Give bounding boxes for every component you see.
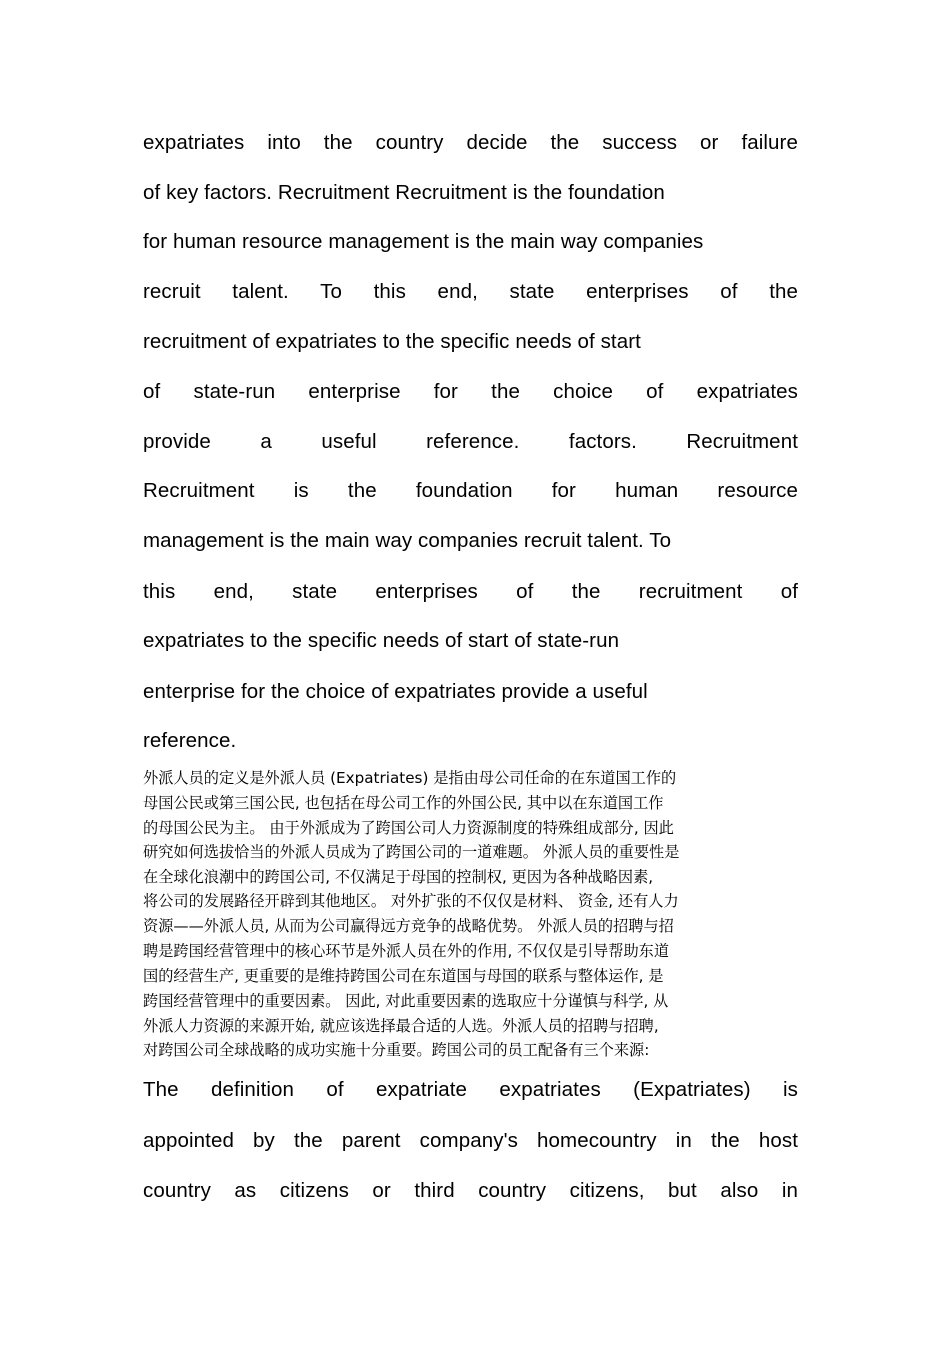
text-line: of key factors. Recruitment Recruitment is the foundation bbox=[143, 181, 665, 204]
text-line: management is the main way companies recruit talent. To bbox=[143, 529, 672, 552]
text-line: recruitment of expatriates to the specific needs of start bbox=[143, 330, 641, 353]
text-line-zh: 对跨国公司全球战略的成功实施十分重要。跨国公司的员工配备有三个来源: bbox=[143, 1041, 650, 1059]
text-line: expatriates into the country decide the success or failure bbox=[143, 131, 798, 154]
text-line-zh: 跨国经营管理中的重要因素。 因此, 对此重要因素的选取应十分谨慎与科学, 从 bbox=[143, 992, 669, 1010]
text-line: enterprise for the choice of expatriates provide a useful bbox=[143, 680, 648, 703]
text-line: recruit talent. To this end, state enterprises of the bbox=[143, 280, 798, 303]
text-line: reference. bbox=[143, 729, 237, 752]
text-line-zh: 聘是跨国经营管理中的核心环节是外派人员在外的作用, 不仅仅是引导帮助东道 bbox=[143, 942, 670, 960]
text-line-zh: 将公司的发展路径开辟到其他地区。 对外扩张的不仅仅是材料、 资金, 还有人力 bbox=[143, 892, 679, 910]
text-line-zh: 的母国公民为主。 由于外派成为了跨国公司人力资源制度的特殊组成部分, 因此 bbox=[143, 819, 674, 837]
text-line-zh: 研究如何选拔恰当的外派人员成为了跨国公司的一道难题。 外派人员的重要性是 bbox=[143, 843, 680, 861]
text-line: for human resource management is the main way companies bbox=[143, 230, 704, 253]
text-line: The definition of expatriate expatriates (Expatriates) is bbox=[143, 1078, 798, 1101]
text-line: provide a useful reference. factors. Recruitment bbox=[143, 430, 798, 453]
text-line-zh: 外派人员的定义是外派人员 (Expatriates) 是指由母公司任命的在东道国工作的 bbox=[143, 769, 677, 787]
text-line: expatriates to the specific needs of start of state-run bbox=[143, 629, 620, 652]
text-line: country as citizens or third country citizens, but also in bbox=[143, 1179, 798, 1202]
text-line: of state-run enterprise for the choice of expatriates bbox=[143, 380, 798, 403]
text-line: appointed by the parent company's homecountry in the host bbox=[143, 1129, 798, 1152]
text-line-zh: 在全球化浪潮中的跨国公司, 不仅满足于母国的控制权, 更因为各种战略因素, bbox=[143, 868, 654, 886]
text-line: Recruitment is the foundation for human resource bbox=[143, 479, 798, 502]
text-line: this end, state enterprises of the recruitment of bbox=[143, 580, 798, 603]
text-line-zh: 母国公民或第三国公民, 也包括在母公司工作的外国公民, 其中以在东道国工作 bbox=[143, 794, 664, 812]
text-line-zh: 资源——外派人员, 从而为公司赢得远方竞争的战略优势。 外派人员的招聘与招 bbox=[143, 917, 674, 935]
text-line-zh: 国的经营生产, 更重要的是维持跨国公司在东道国与母国的联系与整体运作, 是 bbox=[143, 967, 664, 985]
text-line-zh: 外派人力资源的来源开始, 就应该选择最合适的人选。外派人员的招聘与招聘, bbox=[143, 1017, 659, 1035]
